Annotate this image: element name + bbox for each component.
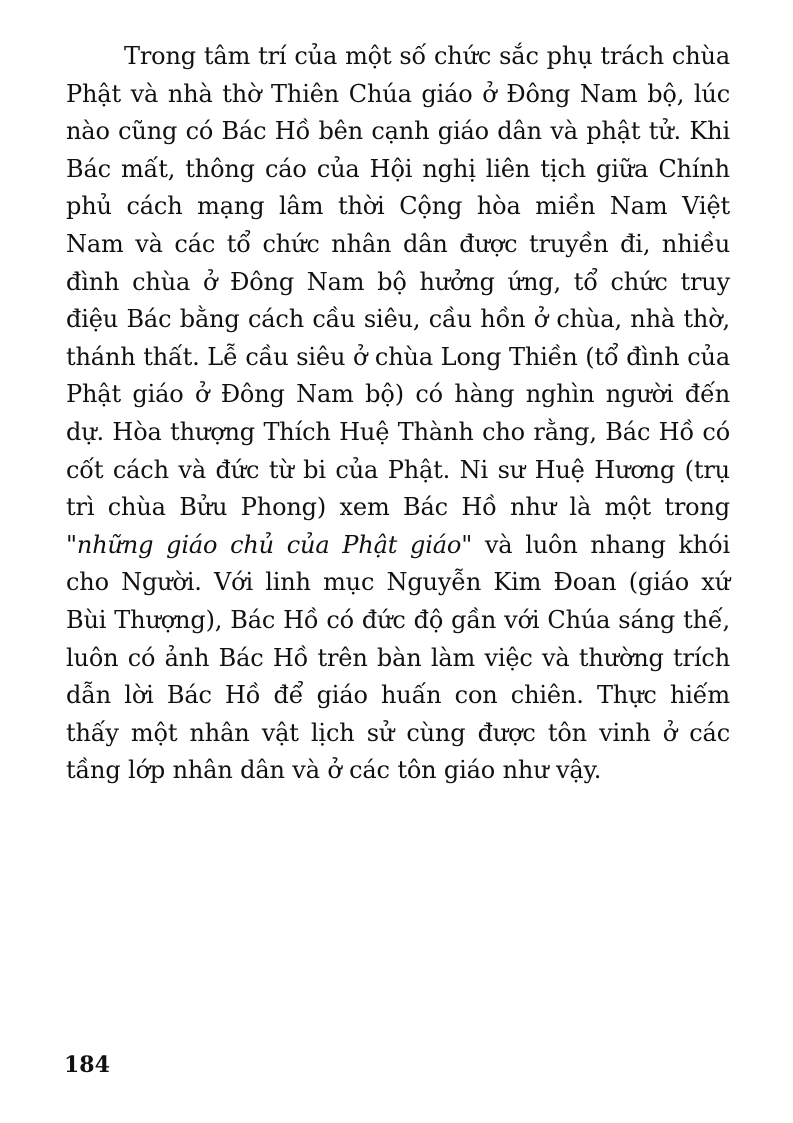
paragraph-text-after-quote: và luôn nhang khói cho Người. Với linh mục Nguyễn Kim Đoan (giáo xứ Bùi Thượng), Bác Hồ có đức độ gần với Chúa sáng thế, luôn có ảnh Bác Hồ trên bàn làm việc và thường trích dẫn lời Bác Hồ để giáo huấn con chiên. Thực hiếm thấy một nhân vật lịch sử cùng được tôn vinh ở các tầng lớp nhân dân và ở các tôn giáo như vậy. bbox=[66, 530, 730, 785]
page-number: 184 bbox=[64, 1052, 110, 1078]
body-paragraph bbox=[66, 38, 730, 790]
paragraph-text-before-quote: Trong tâm trí của một số chức sắc phụ trách chùa Phật và nhà thờ Thiên Chúa giáo ở Đông Nam bộ, lúc nào cũng có Bác Hồ bên cạnh giáo dân và phật tử. Khi Bác mất, thông cáo của Hội nghị liên tịch giữa Chính phủ cách mạng lâm thời Cộng hòa miền Nam Việt Nam và các tổ chức nhân dân được truyền đi, nhiều đình chùa ở Đông Nam bộ hưởng ứng, tổ chức truy điệu Bác bằng cách cầu siêu, cầu hồn ở chùa, nhà thờ, thánh thất. Lễ cầu siêu ở chùa Long Thiền (tổ đình của Phật giáo ở Đông Nam bộ) có hàng nghìn người đến dự. Hòa thượng Thích Huệ Thành cho rằng, Bác Hồ có cốt cách và đức từ bi của Phật. Ni sư Huệ Hương (trụ trì chùa Bửu Phong) xem Bác Hồ như là một trong bbox=[66, 42, 730, 522]
italic-quote: "những giáo chủ của Phật giáo" bbox=[66, 530, 473, 559]
